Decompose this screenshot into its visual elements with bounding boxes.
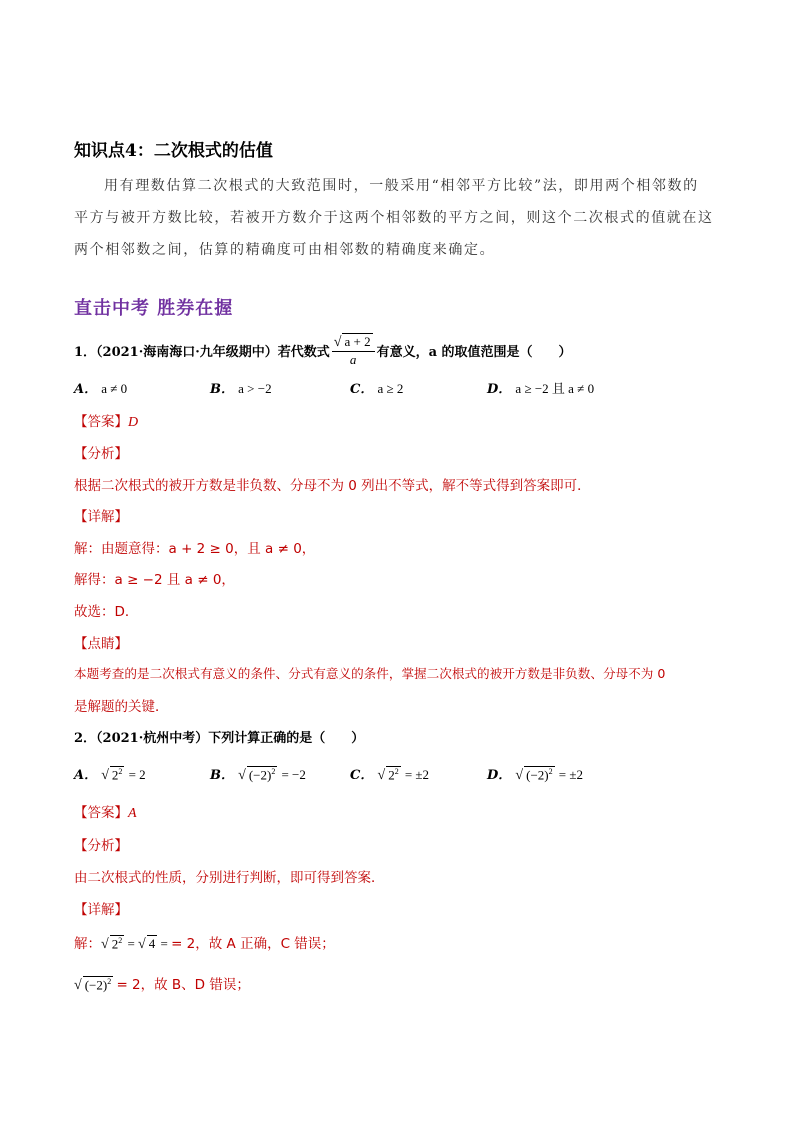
q1-comment-tag: 【点睛】 [74, 636, 128, 652]
q1-analysis-text: 根据二次根式的被开方数是非负数、分母不为 0 列出不等式，解不等式得到答案即可． [74, 478, 591, 494]
q2-detail-line-2: √ $(-2)^2 = 2$，故 B、D 错误； [74, 976, 250, 993]
q2-detail-line-1: 解：√ $2^2$ = √ 4 = = 2，故 A 正确，C 错误； [74, 935, 335, 952]
section-title: 直击中考 胜券在握 [74, 298, 234, 319]
q2-analysis-text: 由二次根式的性质，分别进行判断，即可得到答案． [74, 870, 385, 886]
q2-option-c-radical: √ $2^2$ [377, 766, 399, 783]
q2-option-a-radical: √ $2^2$ [101, 766, 123, 783]
q1-frac-numerator: a + 2 [344, 334, 371, 349]
q2-option-d-radical: √ $(-2)^2$ [515, 766, 553, 783]
q1-detail-tag: 【详解】 [74, 509, 128, 525]
question-2-stem: 2．（2021·杭州中考）下列计算正确的是（ ） [74, 731, 365, 746]
question-1-stem [74, 335, 572, 370]
q2-option-b-radical: √ $(-2)^2$ [238, 766, 276, 783]
q1-option-b: B． a > −2 [210, 381, 272, 397]
q2-option-d: D． √ $(-2)^2 = \pm 2$ [487, 766, 583, 783]
knowledge-point-title: 知识点4：二次根式的估值 [74, 141, 273, 161]
q1-stem-after: 有意义，a 的取值范围是（ ） [376, 345, 572, 360]
q1-detail-line-2: 解得：a ≥ −2 且 a ≠ 0， [74, 572, 235, 588]
kp-paragraph-line-3: 两个相邻数之间，估算的精确度可由相邻数的精确度来确定。 [74, 242, 496, 258]
q2-option-c: C． √ $2^2 = \pm 2$ [350, 766, 430, 783]
q1-detail-line-3: 故选：D． [74, 604, 139, 620]
q1-option-d: D． a ≥ −2 且 a ≠ 0 [487, 381, 595, 397]
kp-paragraph-line-2: 平方与被开方数比较，若被开方数介于这两个相邻数的平方之间，则这个二次根式的值就在这 [74, 210, 714, 226]
q2-answer: 【答案】A [74, 805, 137, 821]
q2-option-a: A． √ $2^2 = 2$ [74, 766, 146, 783]
q2-option-b: B． √ $(-2)^2 = -2$ [210, 766, 306, 783]
q1-comment-line-2: 是解题的关键． [74, 699, 169, 715]
q2-analysis-tag: 【分析】 [74, 838, 128, 854]
q1-stem-before: 1．（2021·海南海口·九年级期中）若代数式 [74, 345, 330, 360]
kp-paragraph-line-1: 用有理数估算二次根式的大致范围时，一般采用“相邻平方比较”法，即用两个相邻数的 [104, 178, 699, 194]
q1-detail-line-1: 解：由题意得：a + 2 ≥ 0，且 a ≠ 0， [74, 541, 316, 557]
q1-analysis-tag: 【分析】 [74, 446, 128, 462]
q1-fraction: $\frac{√ a + 2}{a}$ [332, 333, 375, 368]
q1-comment-line-1: 本题考查的是二次根式有意义的条件、分式有意义的条件，掌握二次根式的被开方数是非负数、分母不为 0 [74, 666, 666, 681]
q1-frac-denominator: a [349, 352, 357, 367]
q1-answer: 【答案】D [74, 414, 139, 430]
q2-detail-tag: 【详解】 [74, 902, 128, 918]
q1-option-c: C． a ≥ 2 [350, 381, 404, 397]
q1-option-a: A． a ≠ 0 [74, 381, 128, 397]
